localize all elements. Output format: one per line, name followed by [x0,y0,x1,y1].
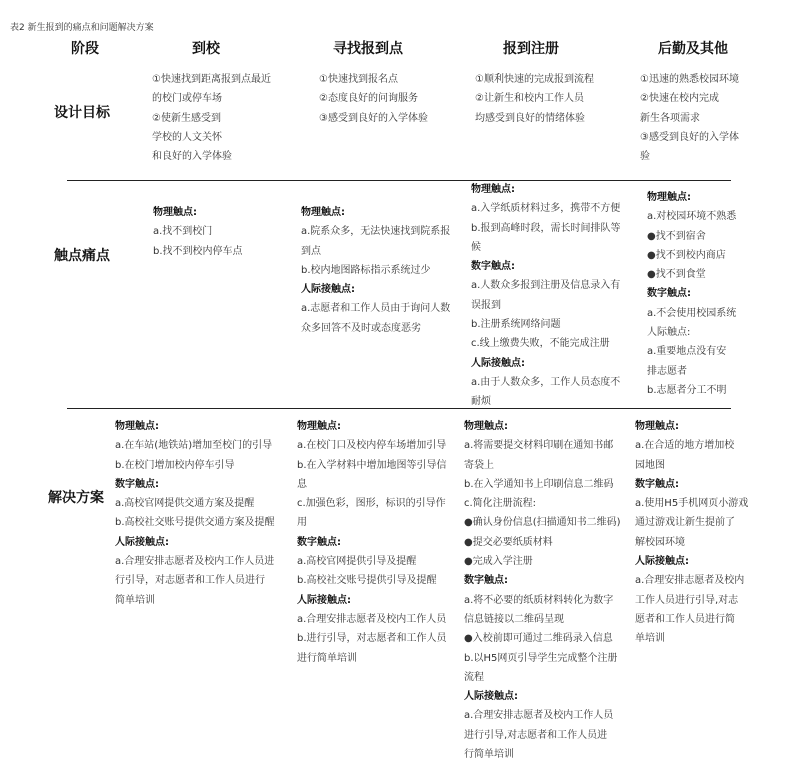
cell-line: a.高校官网提供引导及提醒 [297,556,417,568]
touchpoint-heading: 数字触点: [647,288,691,300]
cell-line: 进行引导,对志愿者和工作人员进 [464,729,608,741]
row-label-solution: 解决方案 [48,490,104,506]
touchpoint-heading: 物理触点: [471,184,515,195]
header-find-checkin: 寻找报到点 [333,41,403,57]
row-divider [67,408,731,409]
cell-line: 信息链接以二维码呈现 [464,613,564,625]
solution-arrive-cell [115,417,275,610]
header-registration: 报到注册 [503,41,559,57]
cell-line: b.在校门增加校内停车引导 [115,459,235,471]
table-caption: 表2 新生报到的痛点和问题解决方案 [10,23,154,33]
cell-line: c.加强色彩，图形，标识的引导作 [297,498,446,510]
pain-logistics-cell [647,188,736,400]
cell-line: a.使用H5手机网页小游戏 [635,498,749,510]
cell-line: b.在入学材料中增加地图等引导信 [297,459,447,471]
solution-find-cell [297,417,447,668]
cell-line: a.将不必要的纸质材料转化为数字 [464,594,614,606]
cell-line: 流程 [464,671,484,683]
cell-line: b.校内地图路标指示系统过少 [301,264,431,276]
cell-line: ●入校前即可通过二维码录入信息 [464,633,613,645]
touchpoint-heading: 数字触点: [115,478,159,490]
cell-line: a.在校门口及校内停车场增加引导 [297,440,447,452]
cell-line: 人际触点: [647,327,691,339]
touchpoint-heading: 人际接触点: [297,594,351,606]
cell-line: 单培训 [635,633,665,645]
cell-line: b.在入学通知书上印刷信息二维码 [464,478,614,490]
cell-line: 到点 [301,245,321,257]
touchpoint-heading: 物理触点: [115,421,159,432]
goal-find-cell [319,70,428,128]
header-stage: 阶段 [71,41,99,57]
cell-line: ②态度良好的问询服务 [319,93,418,105]
cell-line: 进行简单培训 [297,652,357,664]
cell-line: a.合理安排志愿者及校内工作人员 [464,710,614,722]
cell-line: a.将需要提交材料印刷在通知书邮 [464,440,614,452]
cell-line: b.以H5网页引导学生完成整个注册 [464,652,618,664]
goal-logistics-cell [640,70,739,166]
solution-logistics-cell [635,417,748,649]
cell-line: b.高校社交账号提供交通方案及提醒 [115,517,275,529]
touchpoint-heading: 数字触点: [464,575,508,587]
cell-line: ●找不到食堂 [647,269,706,281]
cell-line: 均感受到良好的情绪体验 [475,112,585,124]
cell-line: 解校园环境 [635,536,685,548]
pain-arrive-cell [153,203,243,261]
cell-line: 简单培训 [115,594,155,606]
cell-line: 候 [471,241,481,253]
touchpoint-heading: 物理触点: [153,207,197,218]
cell-line: b.注册系统网络问题 [471,319,561,331]
touchpoint-heading: 数字触点: [471,261,515,273]
cell-line: ①快速找到报名点 [319,74,398,85]
cell-line: c.线上缴费失败，不能完成注册 [471,338,610,350]
goal-arrive-cell [152,70,271,166]
touchpoint-heading: 物理触点: [301,207,345,218]
touchpoint-heading: 物理触点: [464,421,508,432]
cell-line: b.志愿者分工不明 [647,384,727,396]
cell-line: 行简单培训 [464,749,514,761]
cell-line: ③感受到良好的入学体验 [319,112,428,124]
cell-line: a.入学纸质材料过多，携带不方便 [471,203,621,215]
cell-line: 验 [640,151,650,163]
cell-line: 息 [297,478,307,490]
touchpoint-heading: 人际接触点: [471,357,525,369]
touchpoint-heading: 物理触点: [647,192,691,203]
cell-line: ②使新生感受到 [152,112,221,124]
cell-line: ①快速找到距离报到点最近 [152,74,271,85]
touchpoint-heading: 人际接触点: [464,691,518,703]
cell-line: 排志愿者 [647,365,687,377]
cell-line: b.找不到校内停车点 [153,245,243,257]
touchpoint-heading: 人际接触点: [115,536,169,548]
row-divider [67,180,731,181]
cell-line: b.报到高峰时段，需长时间排队等 [471,222,621,234]
touchpoint-heading: 人际接触点: [301,284,355,296]
cell-line: a.合理安排志愿者及校内 [635,575,745,587]
cell-line: 通过游戏让新生提前了 [635,517,735,529]
pain-find-cell [301,203,450,338]
header-logistics-other: 后勤及其他 [658,41,728,57]
cell-line: 众多回答不及时或态度恶劣 [301,322,421,334]
row-label-pain-point: 触点痛点 [54,248,110,264]
cell-line: ②快速在校内完成 [640,93,719,105]
cell-line: a.对校园环境不熟悉 [647,211,737,223]
cell-line: a.院系众多，无法快速找到院系报 [301,226,451,238]
touchpoint-heading: 数字触点: [297,536,341,548]
cell-line: ③感受到良好的入学体 [640,131,739,143]
cell-line: a.重要地点没有安 [647,346,727,358]
touchpoint-heading: 数字触点: [635,478,679,490]
touchpoint-heading: 人际接触点: [635,556,689,568]
header-arrive-school: 到校 [192,41,220,57]
cell-line: ●找不到校内商店 [647,249,726,261]
cell-line: a.志愿者和工作人员由于询问人数 [301,303,451,315]
cell-line: a.不会使用校园系统 [647,307,737,319]
cell-line: 用 [297,517,307,529]
cell-line: ●完成入学注册 [464,556,533,568]
cell-line: a.找不到校门 [153,226,213,238]
cell-line: ①迅速的熟悉校园环境 [640,74,739,85]
cell-line: ①顺利快速的完成报到流程 [475,74,594,85]
cell-line: 和良好的入学体验 [152,151,232,163]
row-label-design-goal: 设计目标 [54,105,110,121]
cell-line: a.高校官网提供交通方案及提醒 [115,498,255,510]
cell-line: 寄袋上 [464,459,494,471]
cell-line: a.在合适的地方增加校 [635,440,735,452]
solution-register-cell [464,417,621,764]
cell-line: ●提交必要纸质材料 [464,536,553,548]
cell-line: ●确认身份信息(扫描通知书二维码) [464,517,621,529]
touchpoint-heading: 物理触点: [635,421,679,432]
cell-line: 愿者和工作人员进行简 [635,613,735,625]
cell-line: 行引导，对志愿者和工作人员进行 [115,575,265,587]
cell-line: 园地图 [635,459,665,471]
cell-line: a.在车站(地铁站)增加至校门的引导 [115,440,273,452]
cell-line: 的校门或停车场 [152,93,222,105]
cell-line: b.高校社交账号提供引导及提醒 [297,575,437,587]
cell-line: 耐烦 [471,396,491,408]
cell-line: 误报到 [471,299,501,311]
cell-line: a.合理安排志愿者及校内工作人员 [297,613,447,625]
cell-line: b.进行引导，对志愿者和工作人员 [297,633,447,645]
cell-line: 学校的人文关怀 [152,131,222,143]
cell-line: c.简化注册流程: [464,498,537,510]
cell-line: ②让新生和校内工作人员 [475,93,584,105]
pain-register-cell [471,180,621,412]
cell-line: a.人数众多报到注册及信息录入有 [471,280,621,292]
goal-register-cell [475,70,594,128]
cell-line: a.由于人数众多，工作人员态度不 [471,376,621,388]
touchpoint-heading: 物理触点: [297,421,341,432]
cell-line: a.合理安排志愿者及校内工作人员进 [115,556,275,568]
cell-line: 新生各项需求 [640,112,700,124]
cell-line: ●找不到宿舍 [647,230,706,242]
cell-line: 工作人员进行引导,对志 [635,594,739,606]
